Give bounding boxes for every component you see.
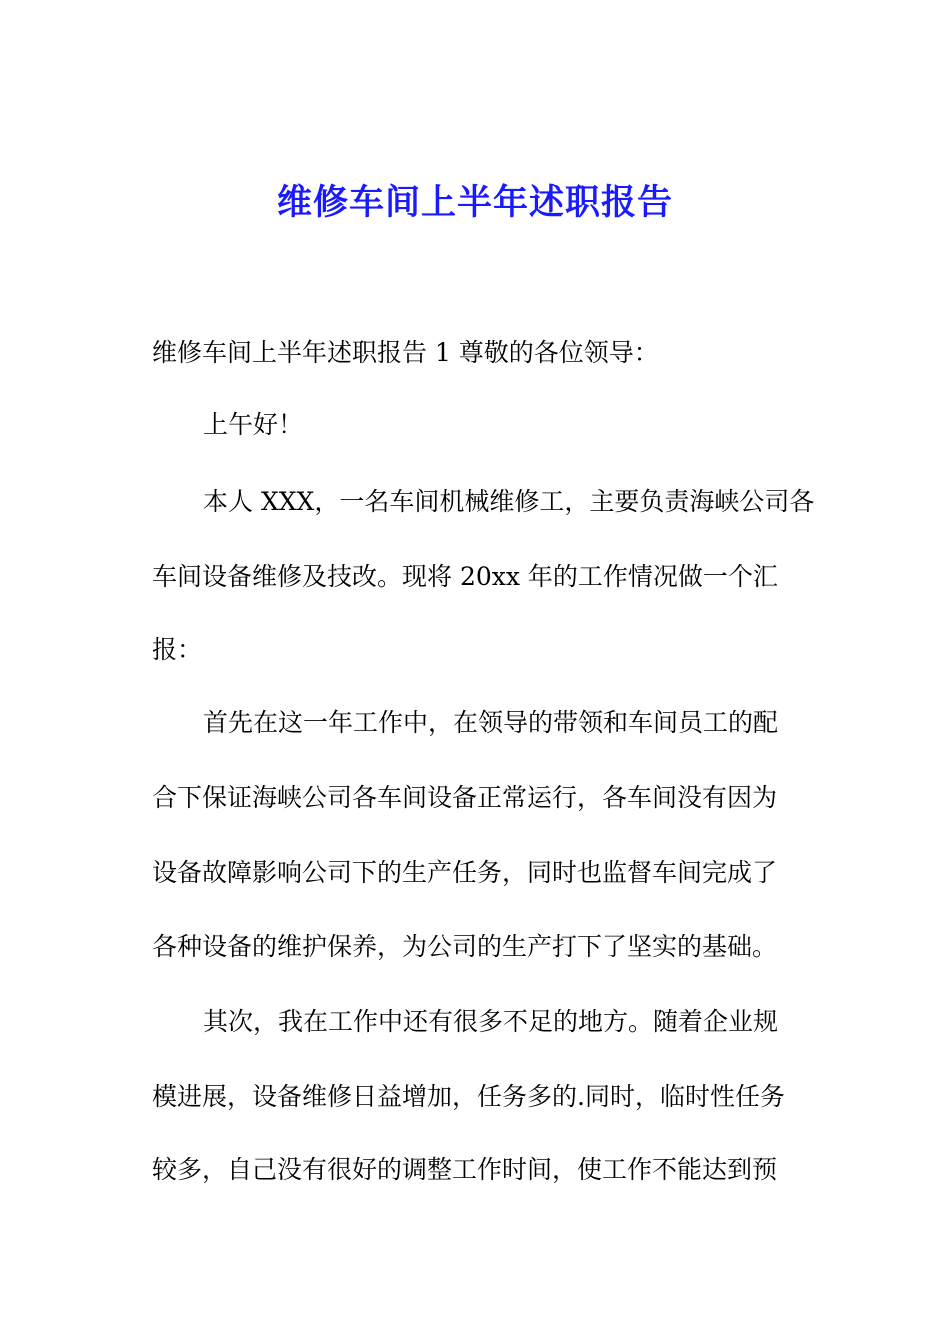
paragraph-line: 较多，自己没有很好的调整工作时间，使工作不能达到预 — [152, 1155, 778, 1184]
paragraph-line: 报： — [152, 635, 203, 664]
paragraph-line: 合下保证海峡公司各车间设备正常运行，各车间没有因为 — [152, 783, 778, 812]
document-title: 维修车间上半年述职报告 — [276, 182, 673, 223]
paragraph-line: 本人 XXX，一名车间机械维修工，主要负责海峡公司各 — [203, 487, 815, 516]
paragraph-line: 模进展，设备维修日益增加，任务多的.同时，临时性任务 — [152, 1082, 785, 1111]
paragraph-line: 上午好！ — [203, 410, 304, 439]
paragraph-line: 首先在这一年工作中，在领导的带领和车间员工的配 — [203, 708, 779, 737]
paragraph-line: 车间设备维修及技改。现将 20xx 年的工作情况做一个汇 — [152, 562, 778, 591]
paragraph-line: 各种设备的维护保养，为公司的生产打下了坚实的基础。 — [152, 932, 778, 961]
paragraph-line: 其次，我在工作中还有很多不足的地方。随着企业规 — [203, 1007, 779, 1036]
paragraph-line: 设备故障影响公司下的生产任务，同时也监督车间完成了 — [152, 858, 778, 887]
paragraph-line: 维修车间上半年述职报告 1 尊敬的各位领导： — [152, 338, 659, 367]
